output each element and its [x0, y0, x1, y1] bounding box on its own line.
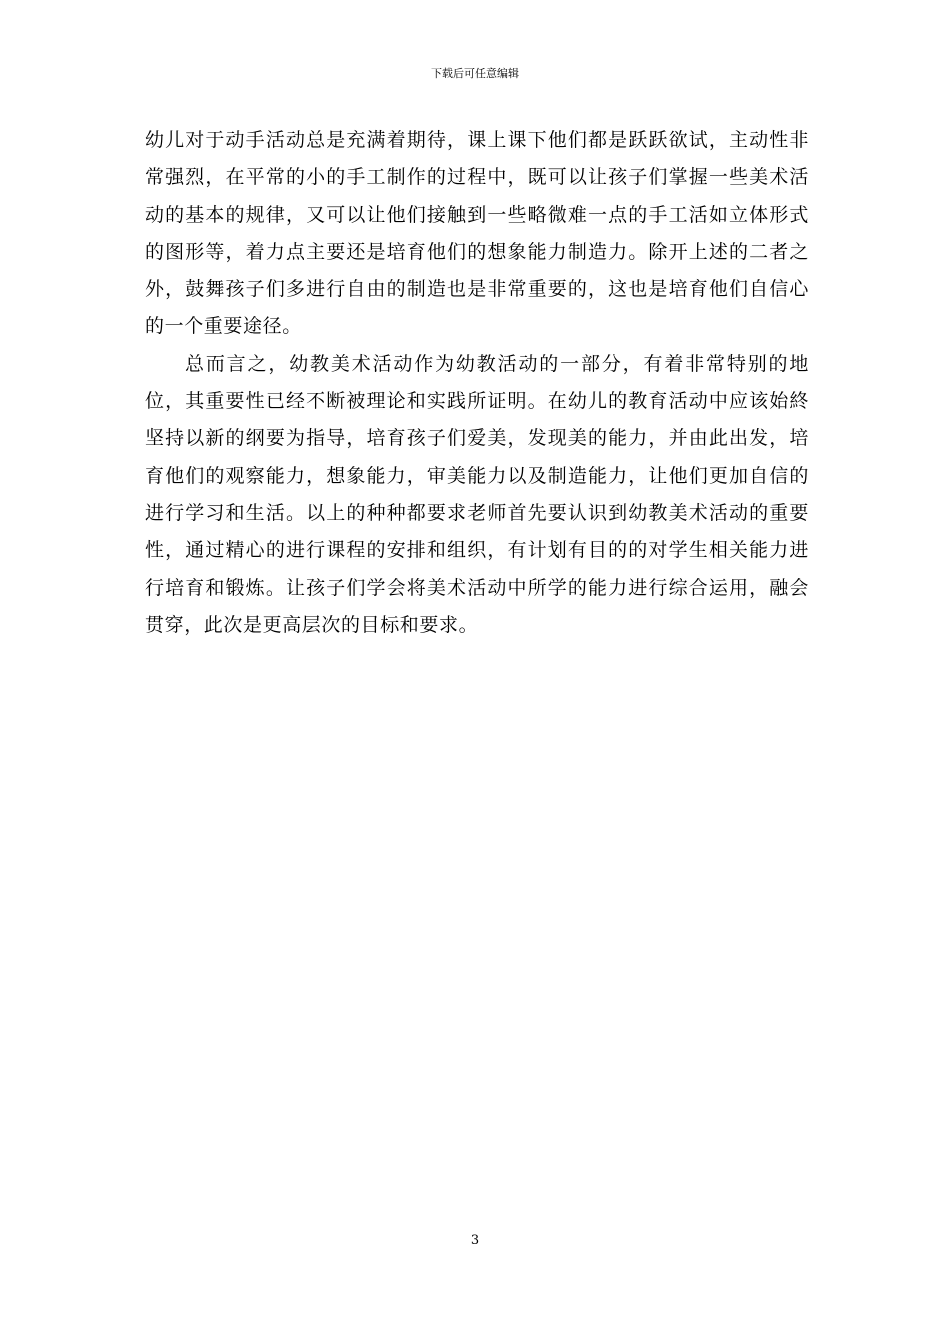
body-text — [145, 122, 809, 644]
paragraph-2: 总而言之，幼教美术活动作为幼教活动的一部分，有着非常特别的地位，其重要性已经不断被理论和实践所证明。在幼儿的教育活动中应该始終坚持以新的纲要为指导，培育孩子们爱美，发现美的能力，并由此出发，培育他们的观察能力，想象能力，审美能力以及制造能力，让他们更加自信的进行学习和生活。以上的种种都要求老师首先要认识到幼教美术活动的重要性，通过精心的进行课程的安排和组织，有计划有目的的对学生相关能力进行培育和锻炼。让孩子们学会将美术活动中所学的能力进行综合运用，融会贯穿，此次是更高层次的目标和要求。 — [145, 352, 809, 636]
paragraph-1: 幼儿对于动手活动总是充满着期待，课上课下他们都是跃跃欲试，主动性非常强烈，在平常的小的手工制作的过程中，既可以让孩子们掌握一些美术活动的基本的规律，又可以让他们接触到一些略微难一点的手工活如立体形式的图形等，着力点主要还是培育他们的想象能力制造力。除开上述的二者之外，鼓舞孩子们多进行自由的制造也是非常重要的，这也是培育他们自信心的一个重要途径。 — [145, 129, 809, 338]
page-header: 下载后可任意编辑 — [431, 67, 519, 80]
page-number: 3 — [470, 1233, 480, 1248]
